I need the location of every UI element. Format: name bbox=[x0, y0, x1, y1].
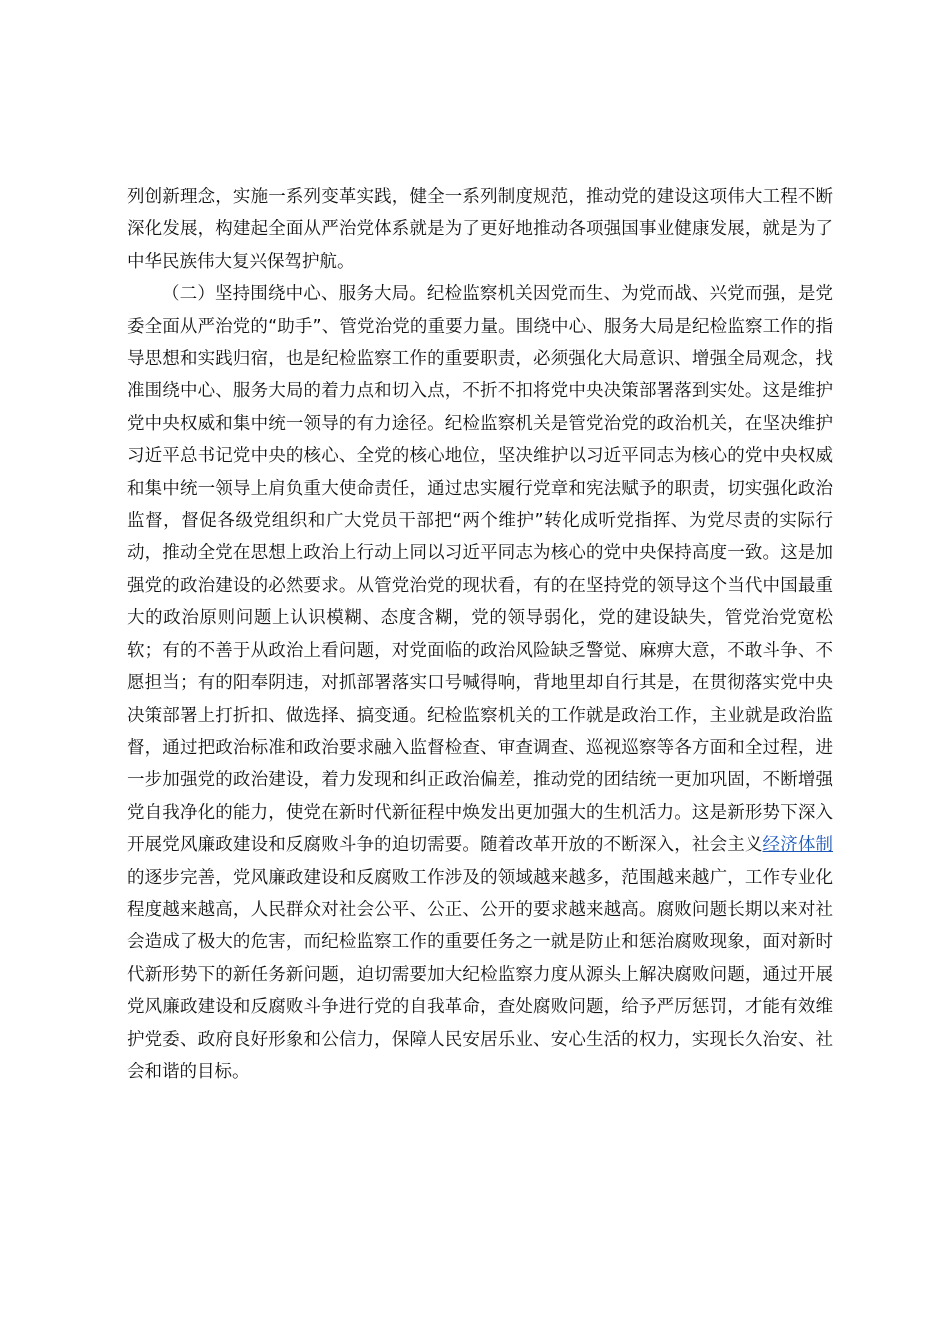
paragraph-text-before-link: （二）坚持围绕中心、服务大局。纪检监察机关因党而生、为党而战、兴党而强，是党委全面从严治党的“助手”、管党治党的重要力量。围绕中心、服务大局是纪检监察工作的指导思想和实践归宿，也是纪检监察工作的重要职责，必须强化大局意识、增强全局观念，找准围绕中心、服务大局的着力点和切入点，不折不扣将党中央决策部署落到实处。这是维护党中央权威和集中统一领导的有力途径。纪检监察机关是管党治党的政治机关，在坚决维护习近平总书记党中央的核心、全党的核心地位，坚决维护以习近平同志为核心的党中央权威和集中统一领导上肩负重大使命责任，通过忠实履行党章和宪法赋予的职责，切实强化政治监督，督促各级党组织和广大党员干部把“两个维护”转化成听党指挥、为党尽责的实际行动，推动全党在思想上政治上行动上同以习近平同志为核心的党中央保持高度一致。这是加强党的政治建设的必然要求。从管党治党的现状看，有的在坚持党的领导这个当代中国最重大的政治原则问题上认识模糊、态度含糊，党的领导弱化，党的建设缺失，管党治党宽松软；有的不善于从政治上看问题，对党面临的政治风险缺乏警觉、麻痹大意，不敢斗争、不愿担当；有的阳奉阴违，对抓部署落实口号喊得响，背地里却自行其是，在贯彻落实党中央决策部署上打折扣、做选择、搞变通。纪检监察机关的工作就是政治工作，主业就是政治监督，通过把政治标准和政治要求融入监督检查、审查调查、巡视巡察等各方面和全过程，进一步加强党的政治建设，着力发现和纠正政治偏差，推动党的团结统一更加巩固，不断增强党自我净化的能力，使党在新时代新征程中焕发出更加强大的生机活力。这是新形势下深入开展党风廉政建设和反腐败斗争的迫切需要。随着改革开放的不断深入，社会主义 bbox=[127, 284, 833, 856]
paragraph-continuation: 列创新理念，实施一系列变革实践，健全一系列制度规范，推动党的建设这项伟大工程不断深化发展，构建起全面从严治党体系就是为了更好地推动各项强国事业健康发展，就是为了中华民族伟大复兴保驾护航。 bbox=[127, 187, 833, 272]
paragraph-section-two bbox=[127, 278, 833, 1088]
economic-system-link[interactable]: 经济体制 bbox=[762, 835, 834, 856]
document-body bbox=[127, 181, 833, 1088]
paragraph-text-after-link: 的逐步完善，党风廉政建设和反腐败工作涉及的领域越来越多，范围越来越广，工作专业化程度越来越高，人民群众对社会公平、公正、公开的要求越来越高。腐败问题长期以来对社会造成了极大的危害，而纪检监察工作的重要任务之一就是防止和惩治腐败现象，面对新时代新形势下的新任务新问题，迫切需要加大纪检监察力度从源头上解决腐败问题，通过开展党风廉政建设和反腐败斗争进行党的自我革命，查处腐败问题，给予严厉惩罚，才能有效维护党委、政府良好形象和公信力，保障人民安居乐业、安心生活的权力，实现长久治安、社会和谐的目标。 bbox=[127, 867, 833, 1082]
